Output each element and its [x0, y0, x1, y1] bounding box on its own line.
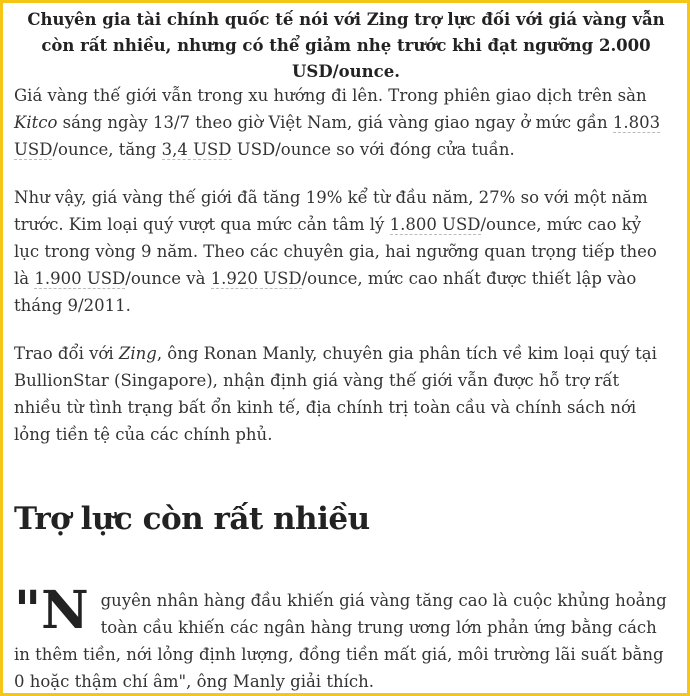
p1-text-b: sáng ngày 13/7 theo giờ Việt Nam, giá vàng giao ngay ở mức gần — [57, 113, 613, 132]
currency-converter-link[interactable]: 1.800 USD — [389, 215, 481, 234]
p2-text-a: Như vậy, giá vàng thế giới đã tăng 19% kể từ đầu năm, 27% so với một năm trước. Kim loại quý vượt qua mức cản tâm lý — [14, 188, 648, 234]
p2-text-d: /ounce, mức cao nhất được thiết lập vào tháng 9/2011. — [14, 269, 637, 315]
currency-converter-link[interactable]: 3,4 USD — [161, 140, 232, 159]
currency-converter-link[interactable]: 1.803 USD — [14, 113, 661, 159]
currency-converter-link[interactable]: 1.920 USD — [210, 269, 302, 288]
kitco-link: Kitco — [14, 113, 58, 132]
p3-text-b: , ông Ronan Manly, chuyên gia phân tích về kim loại quý tại BullionStar (Singapore), nhận định giá vàng thế giới vẫn được hỗ trợ rất nhiều từ tình trạng bất ổn kinh tế, địa chính trị toàn cầu và chính sách nới lỏng tiền tệ của các chính phủ. — [14, 344, 657, 444]
paragraph-2 — [14, 184, 670, 319]
p2-text-b: /ounce, mức cao kỷ lục trong vòng 9 năm. Theo các chuyên gia, hai ngưỡng quan trọng tiếp theo là — [14, 215, 657, 288]
p1-text-d: USD/ounce so với đóng cửa tuần. — [231, 140, 515, 159]
zing-name: Zing — [118, 344, 157, 363]
section-heading: Trợ lực còn rất nhiều — [14, 501, 370, 537]
p1-text-a: Giá vàng thế giới vẫn trong xu hướng đi lên. Trong phiên giao dịch trên sàn — [14, 86, 647, 105]
p1-text-c: /ounce, tăng — [52, 140, 162, 159]
quote-text: guyên nhân hàng đầu khiến giá vàng tăng cao là cuộc khủng hoảng toàn cầu khiến các ngân hàng trung ương lớn phản ứng bằng cách in thêm tiền, nới lỏng định lượng, đồng tiền mất giá, môi trường lãi suất bằng 0 hoặc thậm chí âm", ông Manly giải thích. — [14, 591, 667, 691]
p3-text-a: Trao đổi với — [14, 344, 119, 363]
paragraph-3 — [14, 340, 670, 448]
article-sapo: Chuyên gia tài chính quốc tế nói với Zing trợ lực đối với giá vàng vẫn còn rất nhiều, nhưng có thể giảm nhẹ trước khi đạt ngưỡng 2.000 USD/ounce. — [27, 10, 665, 81]
quote-paragraph — [14, 580, 674, 695]
paragraph-1 — [14, 82, 670, 163]
article-body — [14, 7, 678, 691]
dropcap: "N — [14, 580, 89, 641]
currency-converter-link[interactable]: 1.900 USD — [34, 269, 126, 288]
p2-text-c: /ounce và — [125, 269, 211, 288]
